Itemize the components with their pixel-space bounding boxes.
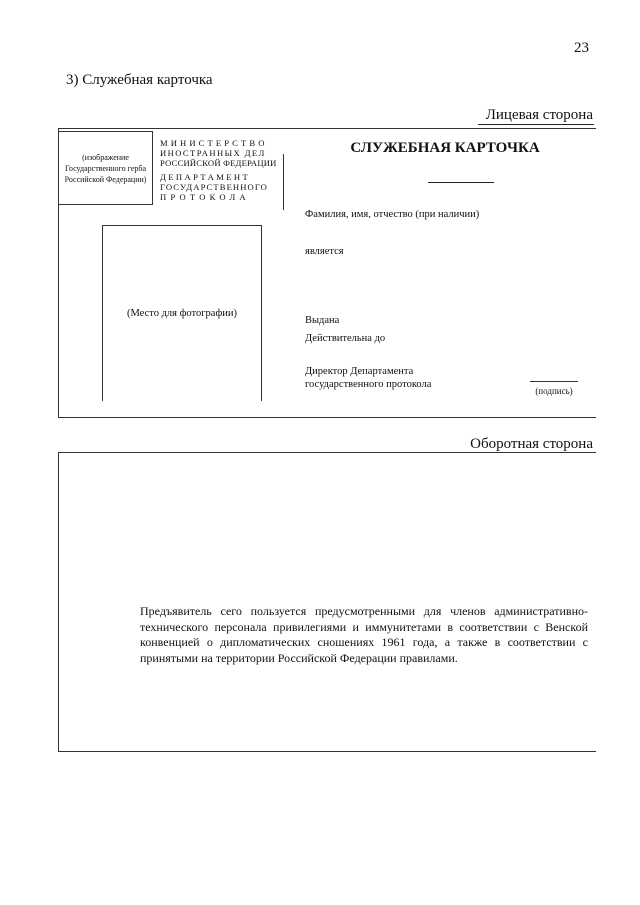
ministry-line-1: МИНИСТЕРСТВО — [160, 138, 268, 148]
ministry-line-2: ИНОСТРАННЫХ ДЕЛ — [160, 148, 266, 158]
front-label-underline — [478, 124, 594, 125]
card-back — [58, 452, 596, 752]
card-title: СЛУЖЕБНАЯ КАРТОЧКА — [350, 140, 540, 156]
ministry-line-3: РОССИЙСКОЙ ФЕДЕРАЦИИ — [160, 158, 277, 168]
director-title-line-2: государственного протокола — [305, 379, 432, 390]
photo-placeholder-text: (Место для фотографии) — [126, 308, 237, 319]
coat-of-arms-placeholder-text: (изображение Государственного герба Российской Федерации) — [64, 152, 147, 184]
department-line-3: ПРОТОКОЛА — [160, 192, 250, 202]
section-title: 3) Служебная карточка — [66, 72, 213, 88]
ministry-header — [160, 138, 282, 202]
field-full-name: Фамилия, имя, отчество (при наличии) — [305, 209, 480, 220]
field-issued: Выдана — [305, 315, 340, 326]
front-side-label: Лицевая сторона — [485, 107, 593, 123]
photo-placeholder — [102, 225, 262, 401]
director-title-line-1: Директор Департамента — [305, 366, 414, 377]
signature-line — [530, 381, 578, 382]
coat-of-arms-placeholder — [58, 131, 153, 205]
field-position: является — [305, 246, 344, 257]
department-line-2: ГОСУДАРСТВЕННОГО — [160, 182, 268, 192]
back-side-label: Оборотная сторона — [470, 436, 593, 452]
card-number-line — [428, 182, 494, 183]
signature-label: (подпись) — [535, 386, 573, 396]
page-number: 23 — [574, 40, 589, 56]
back-side-text: Предъявитель сего пользуется предусмотренными для членов административно-технического персонала привилегиями и иммунитетами в соответствии с Венской конвенцией о дипломатических сношениях 1961 года, а также в соответствии с принятыми на территории Российской Федерации правилами. — [140, 604, 588, 665]
field-valid-until: Действительна до — [305, 333, 386, 344]
department-line-1: ДЕПАРТАМЕНТ — [160, 172, 251, 182]
ministry-divider — [283, 154, 284, 210]
